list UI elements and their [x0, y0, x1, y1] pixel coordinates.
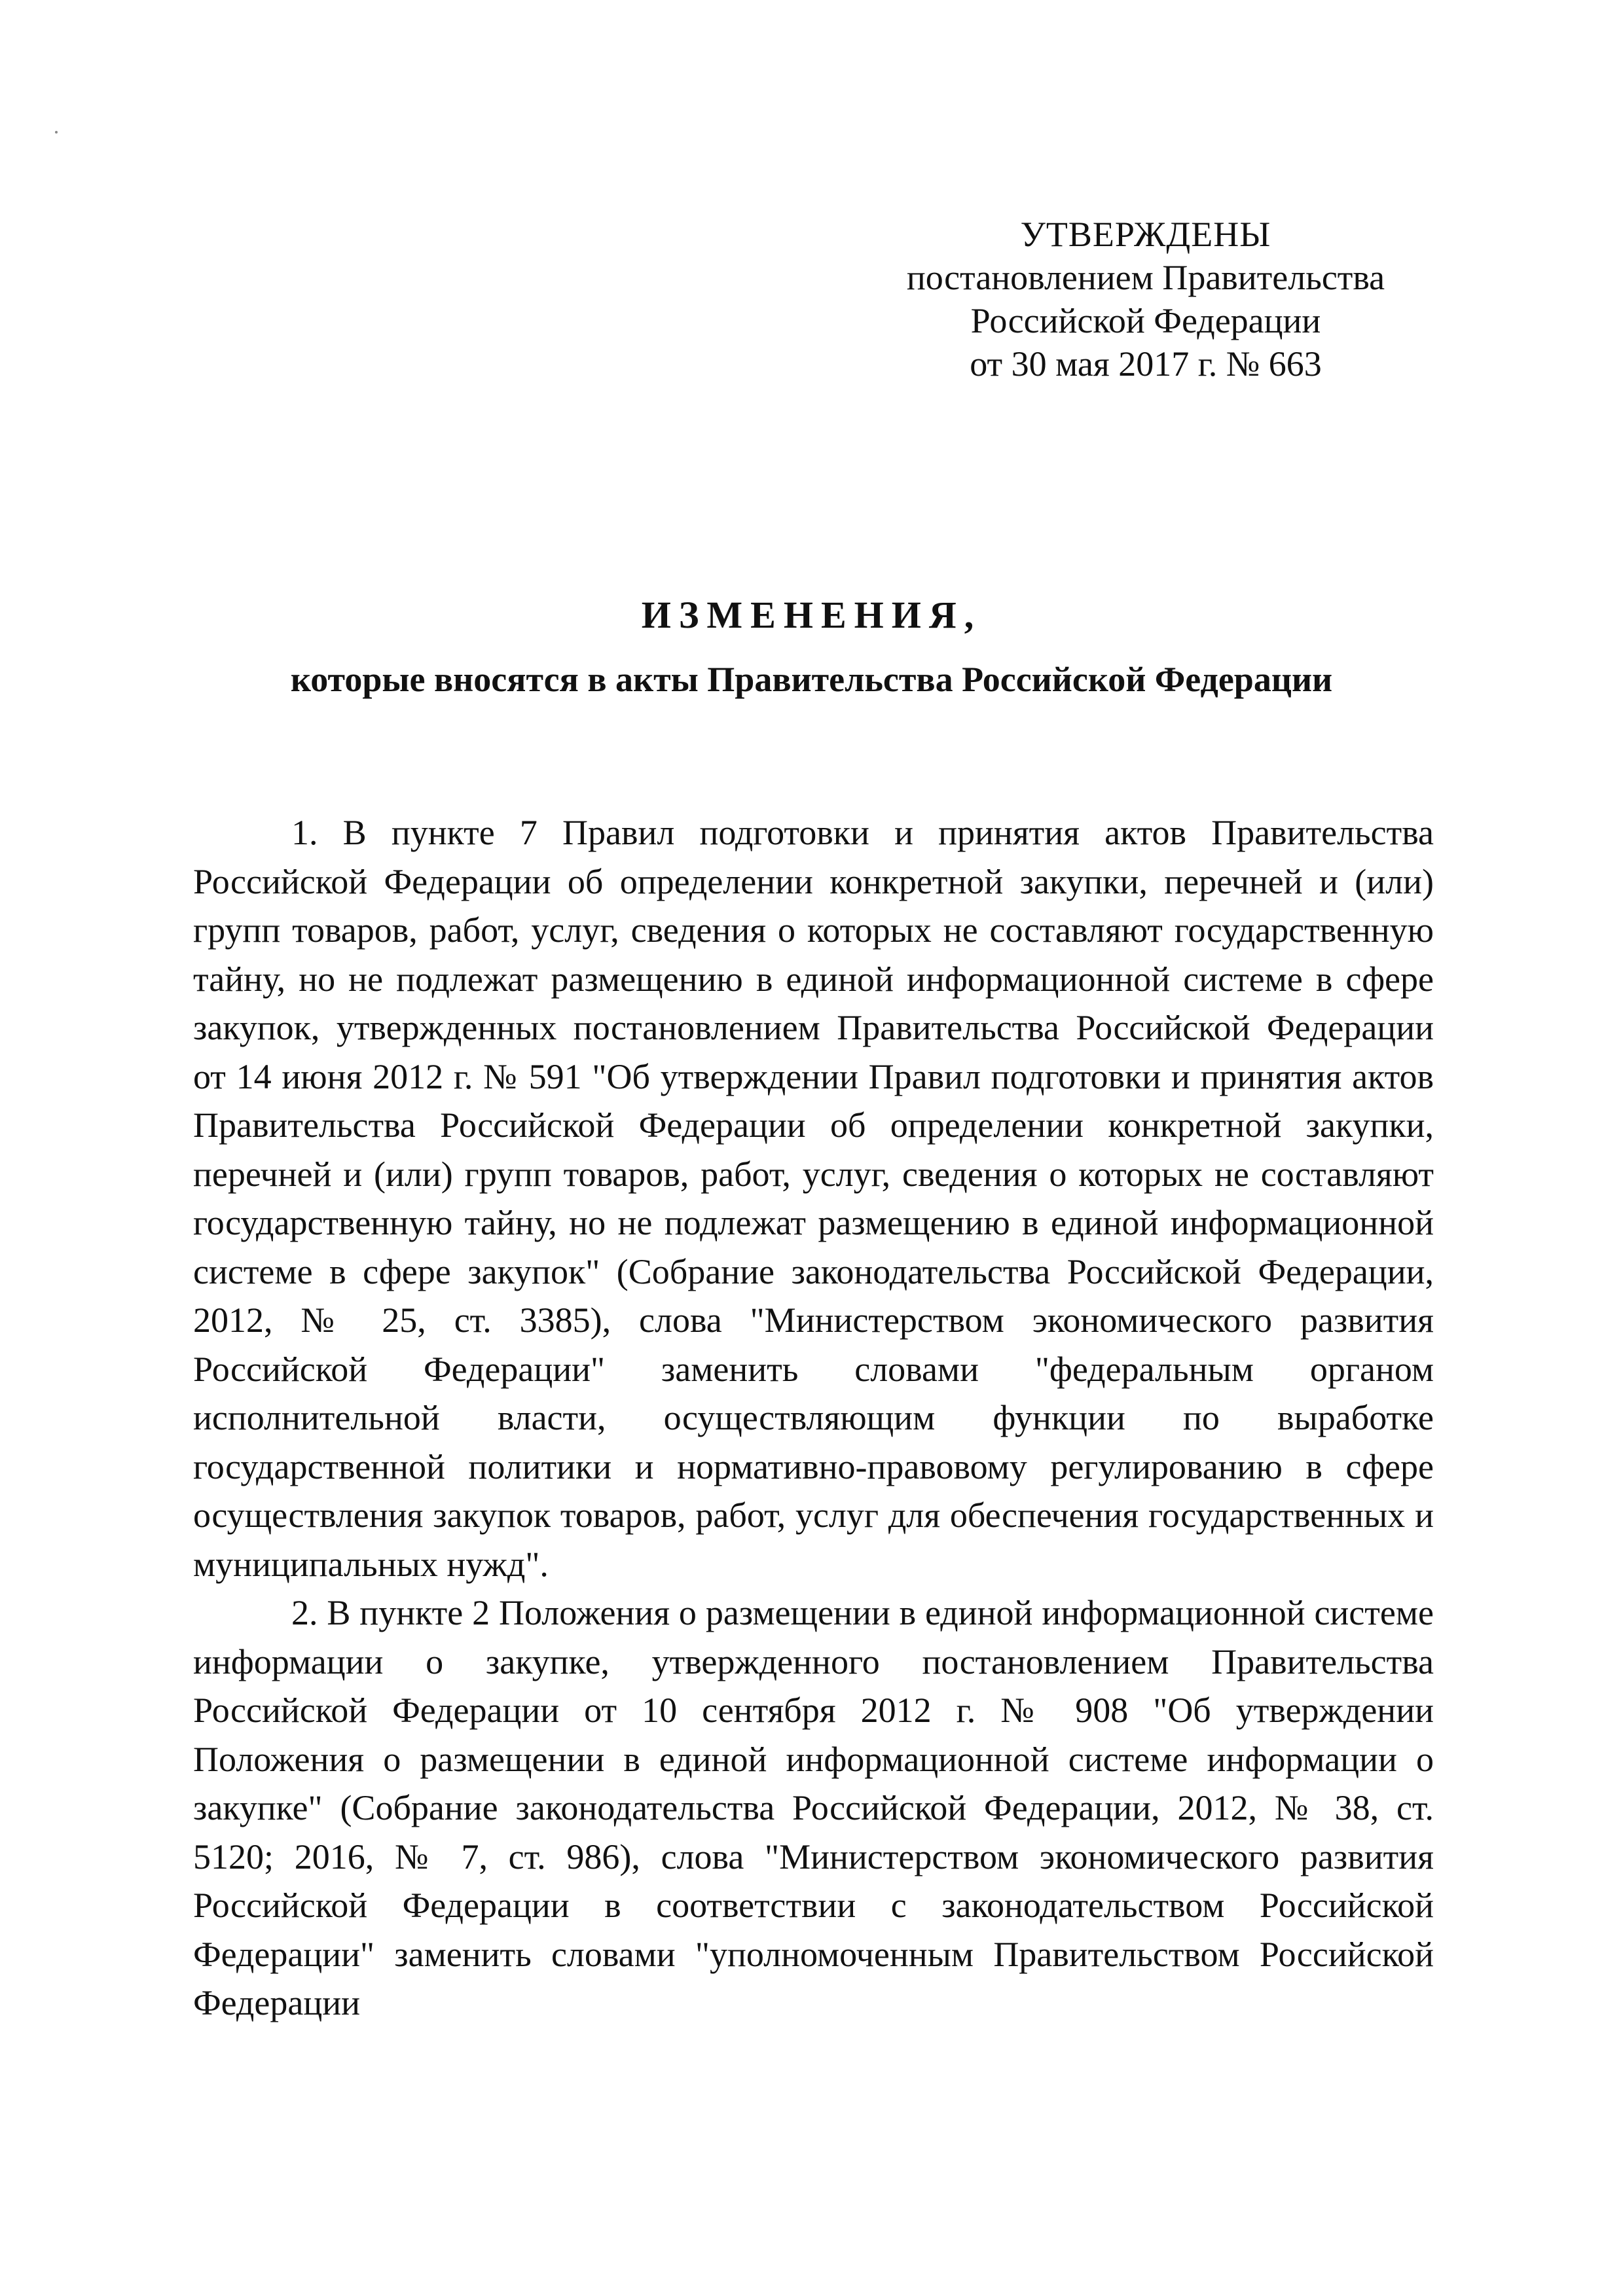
document-title: ИЗМЕНЕНИЯ, [641, 594, 982, 636]
document-body [193, 808, 1434, 2028]
document-subtitle: которые вносятся в акты Правительства Российской Федерации [290, 660, 1333, 699]
paragraph-2: 2. В пункте 2 Положения о размещении в единой информационной системе информации о закупке, утвержденного постановлением Правительства Российской Федерации от 10 сентября 2012 г. № 908 "Об утверждении Положения о размещении в единой информационной системе информации о закупке" (Собрание законодательства Российской Федерации, 2012, № 38, ст. 5120; 2016, № 7, ст. 986), слова "Министерством экономического развития Российской Федерации в соответствии с законодательством Российской Федерации" заменить словами "уполномоченным Правительством Российской Федерации [193, 1593, 1434, 2022]
scan-artifact [55, 131, 58, 134]
approval-line-1: постановлением Правительства [906, 258, 1385, 297]
approval-heading: УТВЕРЖДЕНЫ [1020, 215, 1271, 254]
paragraph-1: 1. В пункте 7 Правил подготовки и принятия актов Правительства Российской Федерации об определении конкретной закупки, перечней и (или) групп товаров, работ, услуг, сведения о которых не составляют государственную тайну, но не подлежат размещению в единой информационной системе в сфере закупок, утвержденных постановлением Правительства Российской Федерации от 14 июня 2012 г. № 591 "Об утверждении Правил подготовки и принятия актов Правительства Российской Федерации об определении конкретной закупки, перечней и (или) групп товаров, работ, услуг, сведения о которых не составляют государственную тайну, но не подлежат размещению в единой информационной системе в сфере закупок" (Собрание законодательства Российской Федерации, 2012, № 25, ст. 3385), слова "Министерством экономического развития Российской Федерации" заменить словами "федеральным органом исполнительной власти, осуществляющим функции по выработке государственной политики и нормативно-правовому регулированию в сфере осуществления закупок товаров, работ, услуг для обеспечения государственных и муниципальных нужд". [193, 813, 1434, 1584]
approval-stamp [851, 213, 1440, 386]
approval-line-2: Российской Федерации [970, 301, 1321, 340]
approval-line-3: от 30 мая 2017 г. № 663 [970, 344, 1322, 384]
